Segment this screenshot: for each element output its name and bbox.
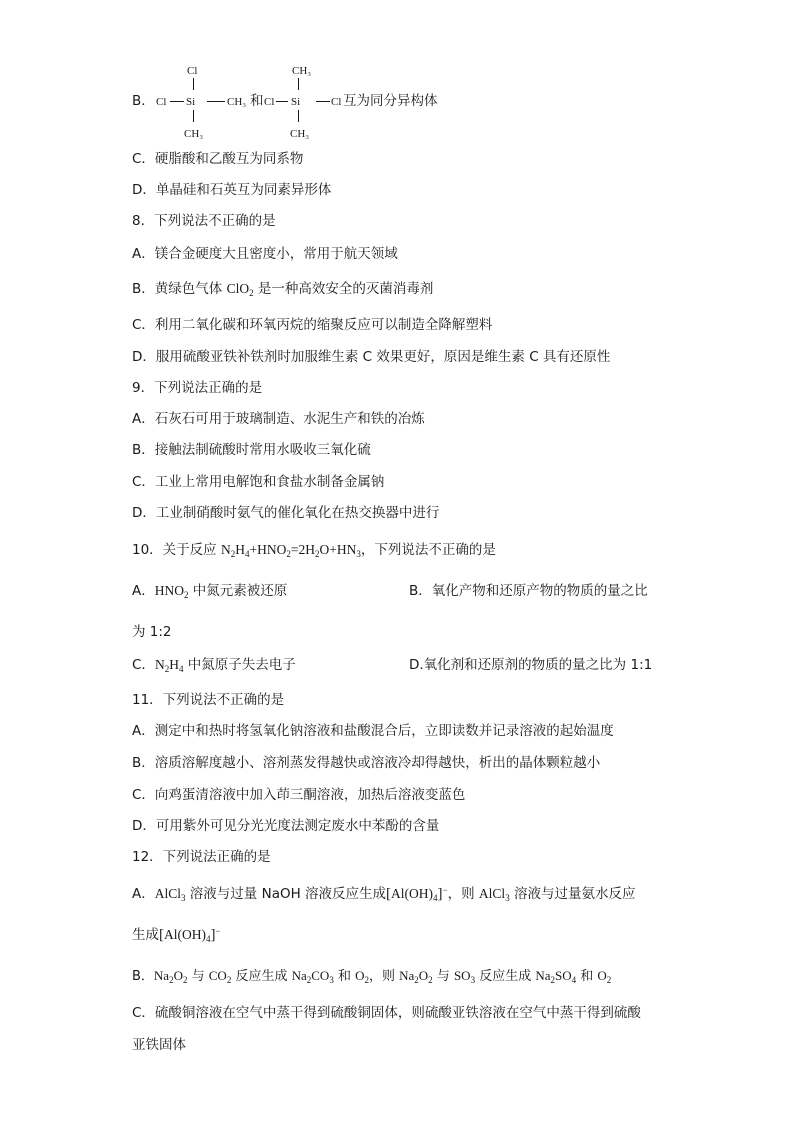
formula: CO [208,968,227,983]
q9-option-c: C．工业上常用电解饱和食盐水制备金属钠 [132,474,385,490]
bond-line [193,110,194,122]
q12-stem: 12．下列说法正确的是 [132,849,271,865]
subscript: 2 [169,975,174,985]
subscript: 2 [184,590,189,600]
q9-option-d: D．工业制硝酸时氨气的催化氧化在热交换器中进行 [132,505,440,521]
eq-part: N [220,542,231,557]
eq-part: =2H [290,542,315,557]
q12-option-b [132,967,611,986]
formula: Na [535,968,551,983]
formula: O [173,968,183,983]
q10-option-c [132,656,296,674]
q10-option-b-cont: 为 1:2 [132,624,172,640]
formula: O [597,968,607,983]
text-span: 与 [432,969,454,984]
q8-option-b [132,280,433,298]
subscript: 2 [306,975,312,985]
subscript: 2 [249,288,254,298]
subscript: 4 [178,664,184,674]
q10-option-a [132,582,287,600]
mol1-ch3-right: CH₃ [227,96,247,108]
subscript: 4 [244,549,250,559]
equation [221,542,361,557]
text-span: 反应生成 [231,969,292,984]
q8-option-c: C．利用二氧化碳和环氧丙烷的缩聚反应可以制造全降解塑料 [132,317,493,333]
text-span: 溶液与过量 NaOH 溶液反应生成 [185,886,387,902]
subscript: 3 [470,975,476,985]
text-span: 和 [333,969,356,984]
subscript: 3 [329,975,334,985]
bond-line [276,101,288,102]
formula: HNO [154,583,184,598]
subscript: 3 [181,893,186,903]
subscript: 2 [606,975,612,985]
mol2-ch3-bottom: CH₃ [290,128,310,140]
text-span: A． [132,886,155,902]
text-span: ，则 [368,969,400,984]
q9-option-a: A．石灰石可用于玻璃制造、水泥生产和铁的冶炼 [132,411,425,427]
q12-option-c: C．硫酸铜溶液在空气中蒸干得到硫酸铜固体，则硫酸亚铁溶液在空气中蒸干得到硫酸 [132,1005,641,1021]
subscript: 2 [226,975,232,985]
bond-line [193,78,194,90]
text-span: B． [132,969,154,984]
text-span: 和 [576,969,598,984]
text-span: 与 [187,969,209,984]
formula: Na [153,968,170,983]
formula: SO [555,968,572,983]
subscript: 2 [182,975,188,985]
formula: Al(OH) [164,927,206,942]
mol2-cl-left: Cl [264,96,275,108]
text-span: 溶液与过量氨水反应 [509,886,636,902]
q8-option-a: A．镁合金硬度大且密度小，常用于航天领域 [132,246,398,262]
text-span: 中氮元素被还原 [188,583,288,599]
q12-option-c-cont: 亚铁固体 [132,1037,186,1053]
q7-option-d: D．单晶硅和石英互为同素异形体 [132,182,332,198]
subscript: 2 [314,549,320,559]
bond-line [316,101,330,102]
q12-option-a [132,885,635,903]
q11-option-a: A．测定中和热时将氢氧化钠溶液和盐酸混合后，立即读数并记录溶液的起始温度 [132,723,614,739]
bracket-left: [ [159,927,164,943]
tail-text: 互为同分异构体 [343,93,438,109]
mol1-cl-top: Cl [187,65,198,77]
eq-part: O+HN [319,542,357,557]
q10-option-d: D.氧化剂和还原剂的物质的量之比为 1:1 [409,657,653,673]
text-span: 反应生成 [475,969,536,984]
formula: AlCl [478,886,506,901]
bracket-right: ] [210,927,216,943]
bond-line [207,101,225,102]
formula: CO [311,968,330,983]
formula: ClO [226,281,250,296]
q8-stem: 8．下列说法不正确的是 [132,213,276,229]
mol2-si: Si [291,96,301,108]
subscript: 2 [428,975,433,985]
subscript: 3 [356,549,361,559]
text-span: ，下列说法不正确的是 [360,542,496,558]
eq-part: +HNO [249,542,287,557]
subscript: 2 [550,975,555,985]
subscript: 4 [571,975,577,985]
formula: Na [291,968,307,983]
formula: H [169,657,179,672]
text-span: ，则 [447,886,479,902]
mol2-cl-right: Cl [331,96,342,108]
mol1-si: Si [186,96,196,108]
text-span: 中氮原子失去电子 [183,657,296,673]
q8-option-d: D．服用硫酸亚铁补铁剂时加服维生素 C 效果更好，原因是维生素 C 具有还原性 [132,349,611,365]
text-span: B．黄绿色气体 [132,281,227,297]
joiner-text: 和 [250,93,264,109]
superscript: − [442,885,448,895]
subscript: 2 [164,664,170,674]
bond-line [298,78,299,90]
formula: SO [453,968,471,983]
q11-option-c: C．向鸡蛋清溶液中加入茚三酮溶液，加热后溶液变蓝色 [132,787,466,803]
subscript: 4 [433,893,438,903]
mol1-ch3-bottom: CH₃ [184,128,204,140]
subscript: 3 [505,893,510,903]
q9-stem: 9．下列说法正确的是 [132,380,263,396]
formula: Al(OH) [391,886,434,901]
subscript: 2 [414,975,419,985]
text-span: 10．关于反应 [132,542,221,558]
bracket-right: ] [437,886,443,902]
q9-option-b: B．接触法制硫酸时常用水吸收三氧化硫 [132,442,371,458]
formula: O [418,968,429,983]
subscript: 2 [230,549,236,559]
subscript: 2 [286,549,291,559]
text-span: C． [132,657,155,673]
eq-part: H [235,542,245,557]
formula: AlCl [154,886,182,901]
q11-option-b: B．溶质溶解度越小、溶剂蒸发得越快或溶液冷却得越快，析出的晶体颗粒越小 [132,755,601,771]
option-label: B． [132,93,155,109]
q7-option-c: C．硬脂酸和乙酸互为同系物 [132,151,304,167]
bracket-left: [ [386,886,392,902]
q11-stem: 11．下列说法不正确的是 [132,692,285,708]
bond-line [298,110,299,122]
formula: Na [399,968,415,983]
text-span: 是一种高效安全的灭菌消毒剂 [253,281,434,297]
mol1-cl-left: Cl [156,96,167,108]
subscript: 4 [206,934,211,944]
text-span: A． [132,583,155,599]
q10-stem [132,541,496,559]
q10-option-b: B．氧化产物和还原产物的物质的量之比 [409,583,648,599]
text-span: 生成 [132,927,159,943]
mol2-ch3-top: CH₃ [292,65,312,77]
bond-line [170,101,184,102]
q11-option-d: D．可用紫外可见分光光度法测定废水中苯酚的含量 [132,818,440,834]
superscript: − [215,926,221,936]
formula: O [355,968,365,983]
formula: N [154,657,165,672]
subscript: 2 [364,975,369,985]
q12-option-a-cont [132,926,221,944]
